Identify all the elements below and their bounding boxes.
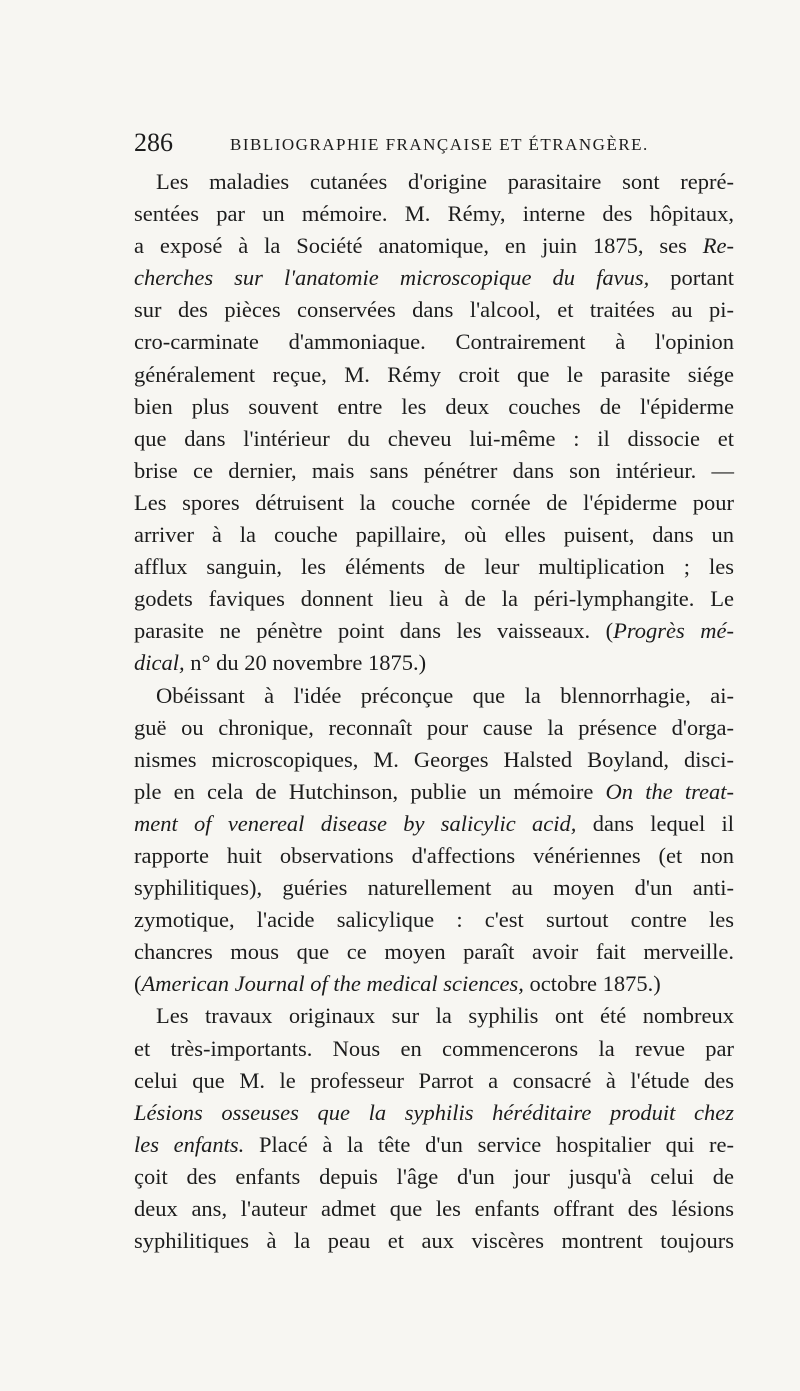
text-fragment: n° du 20 novembre 1875.) (184, 650, 427, 676)
text-line: et très-importants. Nous en commencerons la revue par (134, 1035, 734, 1061)
running-head: BIBLIOGRAPHIE FRANÇAISE ET ÉTRANGÈRE. (230, 135, 649, 154)
text-fragment: portant (649, 265, 735, 291)
text-line: afflux sanguin, les éléments de leur multiplication ; les (134, 554, 734, 580)
text-fragment: parasite ne pénètre point dans les vaisseaux. ( (134, 618, 614, 644)
text-line: Les spores détruisent la couche cornée de l'épiderme pour (134, 489, 734, 515)
body-text (134, 166, 734, 1257)
text-fragment: ( (134, 971, 142, 997)
italic-title: Progrès mé- (613, 618, 734, 644)
text-line (134, 647, 734, 679)
text-line: Obéissant à l'idée préconçue que la blennorrhagie, ai- (156, 682, 734, 708)
text-line: guë ou chronique, reconnaît pour cause la présence d'orga- (134, 714, 734, 740)
italic-title: American Journal of the medical sciences, (141, 971, 524, 997)
text-line (134, 776, 734, 808)
text-line (134, 615, 734, 647)
text-fragment: a exposé à la Société anatomique, en juin 1875, ses (134, 233, 703, 259)
text-line (134, 1129, 734, 1161)
text-line: bien plus souvent entre les deux couches de l'épiderme (134, 393, 734, 419)
text-line: çoit des enfants depuis l'âge d'un jour jusqu'à celui de (134, 1163, 734, 1189)
text-line: syphilitiques), guéries naturellement au moyen d'un anti- (134, 875, 734, 901)
italic-title: On the treat- (605, 778, 735, 804)
italic-title: dical, (134, 650, 185, 676)
text-fragment: Placé à la tête d'un service hospitalier qui re- (244, 1131, 734, 1157)
text-line (134, 1097, 734, 1129)
text-line: rapporte huit observations d'affections vénériennes (et non (134, 842, 734, 868)
italic-title: les enfants. (134, 1131, 245, 1157)
text-fragment: dans lequel il (576, 810, 734, 836)
text-line: zymotique, l'acide salicylique : c'est surtout contre les (134, 907, 734, 933)
text-line: cro-carminate d'ammoniaque. Contrairement à l'opinion (134, 329, 734, 355)
italic-title: ment of venereal disease by salicylic acid, (134, 810, 577, 836)
text-line (134, 230, 734, 262)
text-line: brise ce dernier, mais sans pénétrer dans son intérieur. — (134, 457, 734, 483)
text-line (134, 808, 734, 840)
text-fragment: octobre 1875.) (523, 971, 661, 997)
text-line: Les travaux originaux sur la syphilis ont été nombreux (156, 1003, 734, 1029)
text-line: que dans l'intérieur du cheveu lui-même : il dissocie et (134, 425, 734, 451)
italic-title: cherches sur l'anatomie microscopique du favus, (134, 265, 650, 291)
text-line (134, 262, 734, 294)
text-line: syphilitiques à la peau et aux viscères montrent toujours (134, 1228, 734, 1254)
text-line (134, 968, 734, 1000)
text-line: généralement reçue, M. Rémy croit que le parasite siége (134, 361, 734, 387)
text-line: sentées par un mémoire. M. Rémy, interne des hôpitaux, (134, 201, 734, 227)
text-line: sur des pièces conservées dans l'alcool, et traitées au pi- (134, 297, 734, 323)
italic-title: Re- (702, 233, 734, 259)
text-line: chancres mous que ce moyen paraît avoir fait merveille. (134, 939, 734, 965)
page-number: 286 (134, 128, 173, 157)
text-line: godets faviques donnent lieu à de la péri-lymphangite. Le (134, 586, 734, 612)
text-line: deux ans, l'auteur admet que les enfants offrant des lésions (134, 1196, 734, 1221)
text-line: Les maladies cutanées d'origine parasitaire sont repré- (156, 169, 734, 194)
page-header (134, 128, 734, 164)
text-line: celui que M. le professeur Parrot a consacré à l'étude des (134, 1067, 734, 1093)
italic-title: Lésions osseuses que la syphilis héréditaire produit chez (134, 1099, 734, 1125)
text-fragment: ple en cela de Hutchinson, publie un mémoire (134, 778, 606, 804)
text-line: nismes microscopiques, M. Georges Halsted Boyland, disci- (134, 746, 734, 772)
text-line: arriver à la couche papillaire, où elles puisent, dans un (134, 522, 734, 548)
